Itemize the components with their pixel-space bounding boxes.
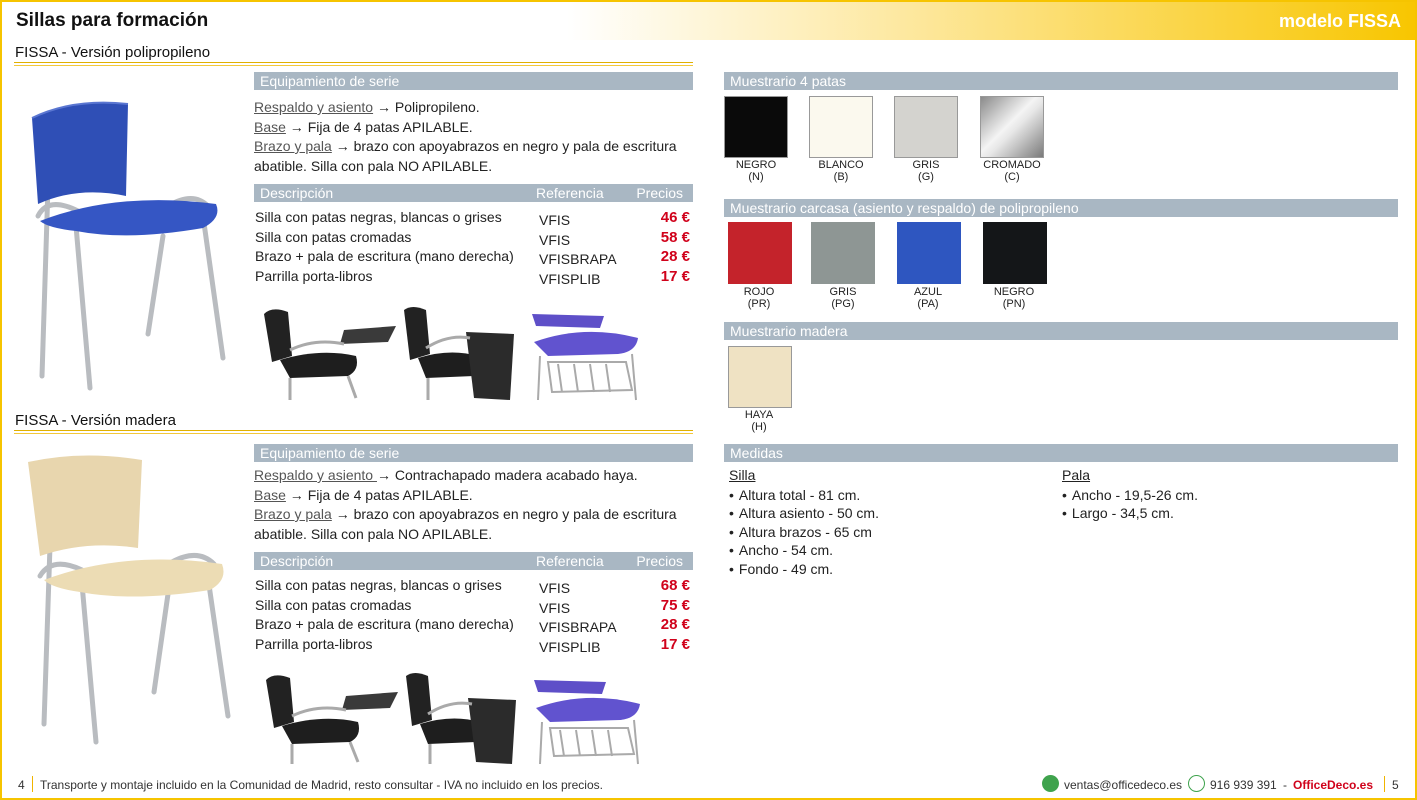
column-description: Descripción [260, 185, 334, 201]
swatch-label [969, 286, 1059, 310]
swatch-label [714, 286, 804, 310]
spec-text: → Contrachapado madera acabado haya. [376, 467, 638, 483]
spec-label: Base [254, 486, 286, 503]
spec-label: Brazo y pala [254, 506, 332, 522]
row-reference: VFISBRAPA [539, 619, 617, 636]
row-description: Silla con patas negras, blancas o grises [255, 209, 502, 225]
swatch-label [796, 159, 886, 183]
list-item: • Largo - 34,5 cm. [1062, 504, 1198, 523]
column-description: Descripción [260, 553, 334, 569]
table-row [255, 248, 692, 268]
samples-legs-bar: Muestrario 4 patas [724, 72, 1398, 90]
row-reference: VFISPLIB [539, 638, 601, 655]
row-description: Silla con patas cromadas [255, 228, 412, 245]
row-price: 46 € [660, 209, 690, 226]
table-row [255, 597, 692, 617]
swatch-name: GRIS [829, 286, 857, 298]
swatch-rojo [728, 222, 792, 284]
row-description: Brazo + pala de escritura (mano derecha) [255, 616, 514, 633]
list-item: • Ancho - 19,5-26 cm. [1062, 486, 1198, 505]
swatch-code: (C) [1004, 171, 1020, 183]
swatch-negro [983, 222, 1047, 284]
swatch-label [798, 286, 888, 310]
row-price: 68 € [660, 577, 690, 594]
chair-with-tablet-image [260, 304, 400, 402]
spec-text: → Polipropileno. [373, 99, 480, 115]
price-table-header [254, 184, 693, 202]
chair-with-book-rack-image [528, 312, 640, 402]
swatch-code: (N) [748, 171, 764, 183]
measures-silla [729, 466, 879, 578]
swatch-label [711, 159, 801, 183]
chair-with-folded-tablet-image [402, 670, 520, 766]
equipment-spec [254, 466, 694, 544]
table-row [255, 268, 692, 288]
price-table-header [254, 552, 693, 570]
chair-with-book-rack-image [530, 678, 642, 766]
spec-line-base [254, 118, 694, 138]
spec-text: → Fija de 4 patas APILABLE. [285, 118, 473, 135]
swatch-gris [811, 222, 875, 284]
row-description: Parrilla porta-libros [255, 635, 373, 652]
measures-pala [1062, 466, 1198, 523]
list-item: • Altura brazos - 65 cm [729, 523, 879, 542]
swatch-code: (PN) [1002, 298, 1026, 310]
row-description: Silla con patas negras, blancas o grises [255, 577, 502, 593]
swatch-code: (PG) [831, 298, 855, 310]
chair-with-folded-tablet-image [400, 304, 518, 402]
phone-icon [1188, 775, 1205, 792]
table-row [255, 229, 692, 249]
email-icon [1042, 775, 1059, 792]
spec-label: Brazo y pala [254, 138, 332, 154]
measures-bar: Medidas [724, 444, 1398, 462]
section-divider [14, 430, 693, 434]
footer-phone: 916 939 391 [1210, 778, 1277, 792]
measures-silla-heading: Silla [729, 467, 756, 483]
row-price: 75 € [660, 596, 690, 614]
section-divider [14, 62, 693, 66]
price-table [255, 577, 692, 655]
column-price: Precios [636, 553, 683, 569]
table-row [255, 577, 692, 597]
row-price: 17 € [660, 267, 690, 285]
swatch-name: HAYA [744, 409, 774, 421]
swatch-name: NEGRO [993, 286, 1035, 298]
row-description: Silla con patas cromadas [255, 596, 412, 613]
spec-label: Base [254, 118, 286, 135]
row-price: 58 € [660, 228, 690, 246]
swatch-code: (PA) [917, 298, 939, 310]
footer-email[interactable]: ventas@officedeco.es [1064, 778, 1183, 792]
swatch-negro [724, 96, 788, 158]
swatch-name: CROMADO [983, 159, 1041, 171]
table-row [255, 209, 692, 229]
spec-label: Respaldo y asiento [254, 99, 374, 115]
equipment-bar: Equipamiento de serie [254, 72, 693, 90]
swatch-code: (H) [751, 421, 767, 433]
swatch-blanco [809, 96, 873, 158]
samples-wood-bar: Muestrario madera [724, 322, 1398, 340]
equipment-spec [254, 98, 694, 176]
chair-madera-image [22, 452, 237, 752]
footer-divider [1384, 776, 1385, 792]
measures-pala-heading: Pala [1062, 467, 1091, 483]
row-price: 17 € [660, 635, 690, 653]
footer-note: Transporte y montaje incluido en la Comunidad de Madrid, resto consultar - IVA no incluido en los precios. [40, 778, 603, 792]
swatch-label [967, 159, 1057, 183]
row-description: Brazo + pala de escritura (mano derecha) [255, 248, 514, 265]
price-table [255, 209, 692, 287]
row-price: 28 € [660, 248, 690, 266]
spec-line-brazo [254, 505, 694, 544]
page-header [2, 2, 1415, 40]
column-price: Precios [636, 185, 683, 201]
section-title-madera: FISSA - Versión madera [15, 412, 176, 429]
chair-with-tablet-image [262, 670, 402, 766]
swatch-label [714, 409, 804, 433]
list-item: • Altura total - 81 cm. [729, 486, 879, 505]
swatch-code: (PR) [747, 298, 771, 310]
swatch-name: NEGRO [735, 159, 777, 171]
row-reference: VFIS [539, 212, 571, 228]
list-item: • Ancho - 54 cm. [729, 541, 879, 560]
column-reference: Referencia [536, 553, 604, 569]
row-reference: VFIS [539, 580, 571, 596]
list-item: • Altura asiento - 50 cm. [729, 504, 879, 523]
spec-text: → Fija de 4 patas APILABLE. [285, 486, 473, 503]
swatch-name: ROJO [743, 286, 775, 298]
spec-line-brazo [254, 137, 694, 176]
model-title: modelo FISSA [1278, 11, 1401, 31]
table-row [255, 636, 692, 656]
row-description: Parrilla porta-libros [255, 267, 373, 284]
spec-line-respaldo [254, 98, 694, 118]
swatch-label [881, 159, 971, 183]
swatch-azul [897, 222, 961, 284]
swatch-name: BLANCO [818, 159, 864, 171]
swatch-label [883, 286, 973, 310]
list-item: • Fondo - 49 cm. [729, 560, 879, 579]
swatch-cromado [980, 96, 1044, 158]
samples-shell-bar: Muestrario carcasa (asiento y respaldo) de polipropileno [724, 199, 1398, 217]
row-price: 28 € [660, 616, 690, 634]
table-row [255, 616, 692, 636]
page-number-right: 5 [1392, 778, 1399, 792]
footer-separator: - [1283, 778, 1287, 792]
equipment-bar: Equipamiento de serie [254, 444, 693, 462]
row-reference: VFIS [539, 599, 571, 616]
spec-text: → brazo con apoyabrazos en negro y pala de escritura abatible. Silla con pala NO APILABLE. [254, 138, 677, 174]
swatch-code: (G) [918, 171, 934, 183]
column-reference: Referencia [536, 185, 604, 201]
swatch-haya [728, 346, 792, 408]
section-title-polipropileno: FISSA - Versión polipropileno [15, 44, 211, 61]
row-reference: VFIS [539, 231, 571, 248]
spec-line-base [254, 486, 694, 506]
swatch-name: AZUL [913, 286, 943, 298]
swatch-name: GRIS [912, 159, 940, 171]
swatch-code: (B) [833, 171, 849, 183]
page-number-left: 4 [18, 778, 25, 792]
chair-polipropileno-image [18, 96, 233, 396]
row-reference: VFISPLIB [539, 270, 601, 287]
page-title: Sillas para formación [16, 10, 209, 31]
swatch-gris [894, 96, 958, 158]
footer-divider [32, 776, 33, 792]
row-reference: VFISBRAPA [539, 251, 617, 268]
spec-line-respaldo [254, 466, 694, 486]
spec-label: Respaldo y asiento [254, 467, 377, 483]
spec-text: → brazo con apoyabrazos en negro y pala de escritura abatible. Silla con pala NO APILABLE. [254, 506, 677, 542]
footer-brand[interactable]: OfficeDeco.es [1293, 778, 1374, 792]
